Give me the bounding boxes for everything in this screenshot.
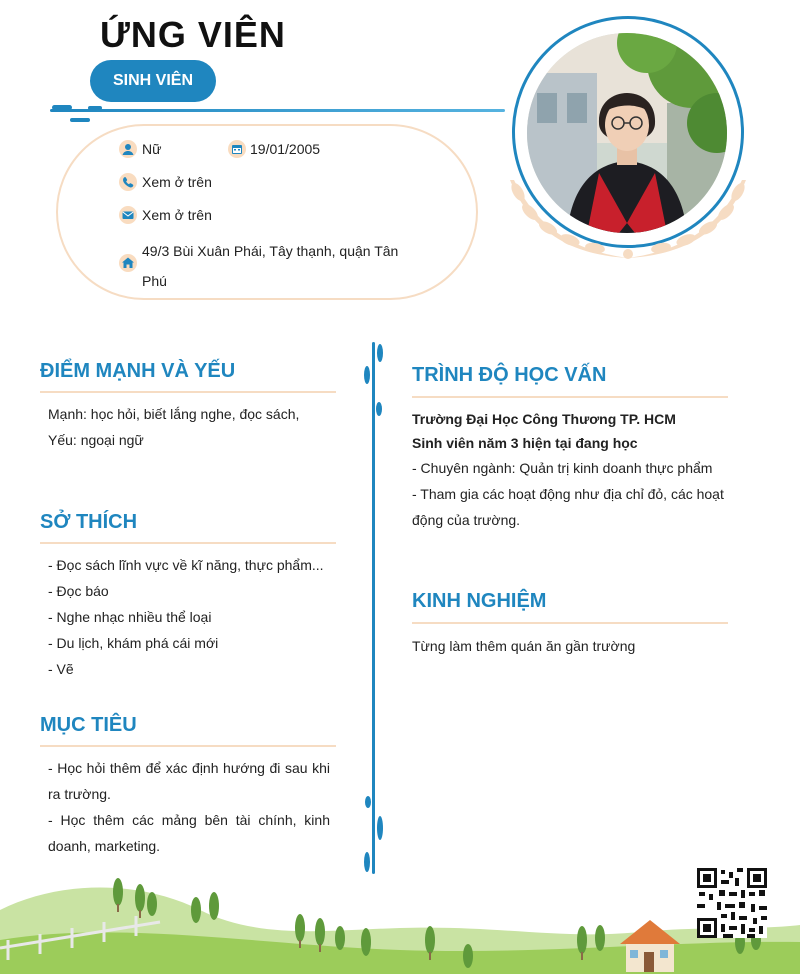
address-value: 49/3 Bùi Xuân Phái, Tây thạnh, quận Tân Phú (142, 243, 399, 289)
decor-drop (376, 402, 382, 416)
decor-drop (377, 816, 383, 840)
person-icon (119, 140, 137, 158)
decor-drop (364, 852, 370, 872)
strengths-line: Yếu: ngoại ngữ (48, 432, 144, 448)
hobby-item: - Đọc sách lĩnh vực về kĩ năng, thực phẩm... (48, 557, 324, 573)
decor-drop (364, 366, 370, 384)
hobby-item: - Du lịch, khám phá cái mới (48, 635, 219, 651)
hobby-item: - Đọc báo (48, 583, 109, 599)
education-line: - Chuyên ngành: Quản trị kinh doanh thực phẩm (412, 460, 713, 476)
section-rule (40, 391, 336, 393)
goal-line: - Học thêm các mảng bên tài chính, kinh (48, 812, 330, 828)
hobbies-title: SỞ THÍCH (40, 511, 138, 533)
section-rule (412, 622, 728, 624)
calendar-icon (228, 140, 246, 158)
experience-title: KINH NGHIỆM (412, 590, 547, 612)
candidate-photo (527, 33, 727, 233)
decor-dash (52, 105, 72, 110)
dob-value: 19/01/2005 (250, 141, 321, 157)
home-icon (119, 254, 137, 272)
education-line: - Tham gia các hoạt động như địa chỉ đỏ, các hoạt (412, 486, 724, 502)
decor-drop (365, 796, 371, 808)
email-value: Xem ở trên (142, 207, 212, 223)
study-status: Sinh viên năm 3 hiện tại đang học (412, 435, 638, 451)
section-rule (40, 745, 336, 747)
strengths-title: ĐIỂM MẠNH VÀ YẾU (40, 360, 236, 382)
education-title: TRÌNH ĐỘ HỌC VẤN (412, 364, 607, 386)
landscape-illustration (0, 870, 800, 974)
role-badge: SINH VIÊN (90, 60, 216, 102)
goal-line: - Học hỏi thêm để xác định hướng đi sau khi (48, 760, 330, 776)
gender-value: Nữ (142, 141, 162, 157)
qr-code-icon[interactable] (697, 868, 767, 938)
education-line: động của trường. (412, 512, 521, 528)
decor-drop (377, 344, 383, 362)
goals-title: MỤC TIÊU (40, 714, 137, 736)
strengths-line: Mạnh: học hỏi, biết lắng nghe, đọc sách, (48, 406, 300, 422)
candidate-name: ỨNG VIÊN (100, 14, 286, 55)
goal-line: ra trường. (48, 786, 111, 802)
decor-dash (88, 106, 102, 110)
header-divider (50, 109, 505, 112)
hobby-item: - Nghe nhạc nhiều thể loại (48, 609, 212, 625)
phone-icon (119, 173, 137, 191)
experience-line: Từng làm thêm quán ăn gần trường (412, 638, 636, 654)
school-name: Trường Đại Học Công Thương TP. HCM (412, 411, 676, 427)
section-rule (412, 396, 728, 398)
house-icon (620, 920, 680, 972)
column-divider (372, 342, 375, 874)
decor-dash (70, 118, 90, 122)
goal-line: doanh, marketing. (48, 838, 161, 854)
hobby-item: - Vẽ (48, 661, 74, 677)
phone-value: Xem ở trên (142, 174, 212, 190)
email-icon (119, 206, 137, 224)
section-rule (40, 542, 336, 544)
